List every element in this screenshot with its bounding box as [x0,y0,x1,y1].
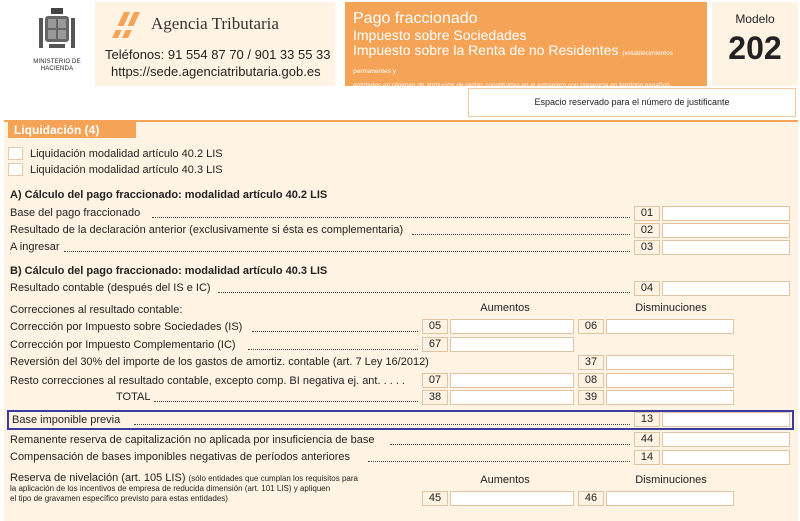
dots [154,401,418,402]
checkbox-402[interactable] [8,147,23,160]
field-44[interactable] [662,432,790,447]
box-number-02: 02 [634,223,660,238]
field-04[interactable] [662,281,790,296]
label-402: Liquidación modalidad artículo 40.2 LIS [30,148,223,160]
label-67: Corrección por Impuesto Complementario (IC) [10,339,236,351]
field-37[interactable] [606,355,734,370]
field-67[interactable] [450,337,574,352]
title-pago: Pago fraccionado [353,10,478,27]
form-title [345,2,707,89]
label-total: TOTAL [116,391,151,403]
nivelacion-note-2: la aplicación de los incentivos de empresa de reducida dimensión (art. 101 LIS) y apliquen [10,484,331,493]
box-number-07: 07 [422,373,448,388]
field-07[interactable] [450,373,574,388]
modelo-label: Modelo [735,12,775,26]
nivelacion-title: Reserva de nivelación (art. 105 LIS) [10,472,186,484]
label-403: Liquidación modalidad artículo 40.3 LIS [30,164,223,176]
correcciones-label: Correcciones al resultado contable: [10,304,183,316]
label-01: Base del pago fraccionado [10,207,141,219]
title-entidades: entidades en régimen de atribución de rentas constituidas en el extranjero con presencia en territorio español) [353,82,670,89]
box-number-37: 37 [578,355,604,370]
field-05[interactable] [450,319,574,334]
checkbox-403[interactable] [8,163,23,176]
field-13[interactable] [662,412,790,427]
ministerio-label: MINISTERIO DE HACIENDA [33,59,81,72]
dots [412,234,630,235]
box-number-01: 01 [634,206,660,221]
box-number-14: 14 [634,450,660,465]
label-02: Resultado de la declaración anterior (exclusivamente si ésta es complementaria) [10,224,404,236]
field-02[interactable] [662,223,790,238]
field-08[interactable] [606,373,734,388]
field-06[interactable] [606,319,734,334]
label-14: Compensación de bases imponibles negativas de períodos anteriores [10,451,350,463]
field-38[interactable] [450,390,574,405]
box-number-39: 39 [578,390,604,405]
dots [218,292,630,293]
nivelacion-note-3: el tipo de gravamen específico previsto para estas entidades) [10,494,228,503]
box-number-08: 08 [578,373,604,388]
dots [368,461,630,462]
label-04: Resultado contable (después del IS e IC) [10,282,211,294]
label-03: A ingresar [10,241,60,253]
telefonos: Teléfonos: 91 554 87 70 / 901 33 55 33 [105,47,331,62]
nivelacion-note-1: (sólo entidades que cumplan los requisitos para [188,474,358,483]
nivelacion-label [10,472,420,504]
field-45[interactable] [450,491,574,506]
aumentos-header-2: Aumentos [480,474,530,486]
aumentos-header: Aumentos [480,302,530,314]
web-link[interactable]: https://sede.agenciatributaria.gob.es [111,64,321,79]
disminuciones-header: Disminuciones [635,302,707,314]
box-number-06: 06 [578,319,604,334]
ministerio-logo [22,6,92,73]
field-03[interactable] [662,240,790,255]
label-37: Reversión del 30% del importe de los gastos de amortiz. contable (art. 7 Ley 16/2012) [10,356,429,368]
dots [64,251,630,252]
agencia-block [95,2,335,86]
box-number-46: 46 [578,491,604,506]
label-07: Resto correcciones al resultado contable, excepto comp. BI negativa ej. ant. . . . . [10,375,405,387]
box-number-04: 04 [634,281,660,296]
dots [390,444,630,445]
title-renta: Impuesto sobre la Renta de no Residentes (establecimientos permanentes y [353,42,673,75]
box-number-13: 13 [634,412,660,427]
dots [134,424,630,425]
box-number-05: 05 [422,319,448,334]
box-number-38: 38 [422,390,448,405]
label-13: Base imponible previa [12,414,121,426]
heading-b: B) Cálculo del pago fraccionado: modalidad artículo 40.3 LIS [10,265,328,277]
modelo-number: 202 [728,30,782,66]
field-39[interactable] [606,390,734,405]
dots [248,349,418,350]
title-sociedades: Impuesto sobre Sociedades [353,27,527,43]
heading-a: A) Cálculo del pago fraccionado: modalidad artículo 40.2 LIS [10,189,328,201]
dots [152,217,630,218]
box-number-44: 44 [634,432,660,447]
box-number-03: 03 [634,240,660,255]
box-number-45: 45 [422,491,448,506]
justificante-box: Espacio reservado para el número de justificante [468,88,796,117]
dots [252,331,418,332]
field-46[interactable] [606,491,734,506]
agencia-logo-icon [110,10,144,40]
modelo-box [712,2,798,86]
coat-of-arms-icon [37,6,77,56]
field-01[interactable] [662,206,790,221]
label-44: Remanente reserva de capitalización no aplicada por insuficiencia de base [10,434,375,446]
field-14[interactable] [662,450,790,465]
agencia-name: Agencia Tributaria [151,14,279,33]
disminuciones-header-2: Disminuciones [635,474,707,486]
box-number-67: 67 [422,337,448,352]
tab-liquidacion: Liquidación (4) [8,121,136,138]
label-05: Corrección por Impuesto sobre Sociedades (IS) [10,321,243,333]
